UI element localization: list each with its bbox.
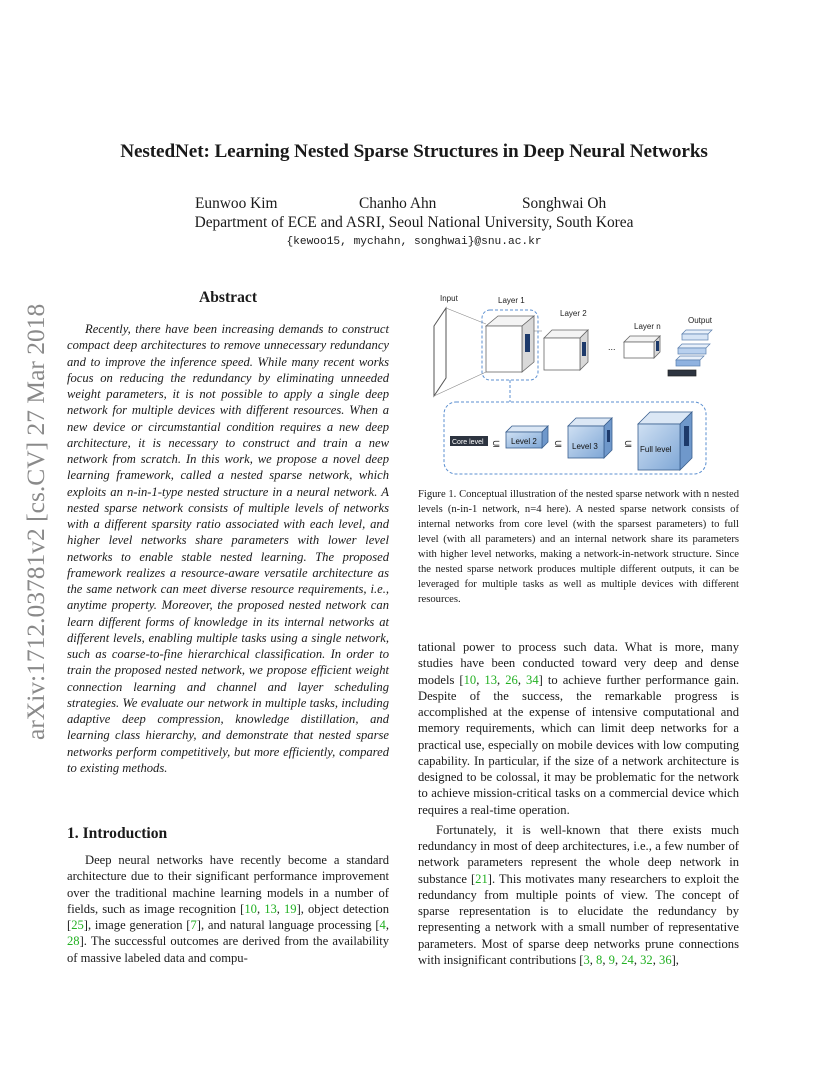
- affiliation: Department of ECE and ASRI, Seoul National University, South Korea: [194, 214, 634, 231]
- output-stack: [668, 330, 712, 376]
- layer2-label: Layer 2: [560, 309, 587, 318]
- citation-link[interactable]: 24: [621, 952, 634, 967]
- figure-caption: Figure 1. Conceptual illustration of the nested sparse network with n nested levels (n-in-1 network, n=4 here). A nested sparse network consists of internal networks from core level (with the sparsest parameters) to full level (with all parameters) and an internal network share its parameters with higher level networks, making a network-in-network structure. Since the nested sparse network produces multiple different outputs, it can be leveraged for multiple tasks as well as multiple devices with different resources.: [418, 489, 739, 605]
- citation-link[interactable]: 21: [475, 871, 488, 886]
- author-emails: {kewoo15, mychahn, songhwai}@snu.ac.kr: [286, 236, 542, 248]
- citation-link[interactable]: 10: [463, 672, 477, 687]
- citation-link[interactable]: 28: [67, 934, 80, 949]
- abstract-text: Recently, there have been increasing demands to construct compact deep architectures to remove unnecessary redundancy and to improve the inference speed. While many recent works focus on reducing the redundancy by eliminating unneeded weight parameters, it is not possible to apply a single deep network for multiple devices with different resources. When a new device or circumstantial condition requires a new deep architecture, it is necessary to construct and train a new network from scratch. In this work, we propose a novel deep learning framework, called a nested sparse network, which exploits an n-in-1-type nested structure in a neural network. A nested sparse network consists of multiple levels of networks with a different sparsity ratio associated with each level, and higher level networks share parameters with lower level networks to enable stable nested learning. The proposed framework realizes a resource-aware versatile architecture as the same network can meet diverse resource requirements, i.e., anytime property. Moreover, the proposed nested network can learn different forms of knowledge in its internal networks at different levels, enabling multiple tasks using a single network, such as coarse-to-fine hierarchical classification. In order to train the proposed nested network, we propose efficient weight connection learning and channel and layer scheduling strategies. We evaluate our network in multiple tasks, including adaptive deep compression, knowledge distillation, and learning class hierarchy, and demonstrate that nested sparse networks perform competitively, but more efficiently, compared to existing methods.: [67, 322, 389, 775]
- layer1-cube: [486, 316, 534, 372]
- citation-link[interactable]: 34: [526, 672, 539, 687]
- layern-cube: [624, 336, 660, 358]
- body-text: ], object detection [: [67, 901, 390, 932]
- level3-label: Level 3: [572, 442, 598, 451]
- citation-link[interactable]: 3: [583, 952, 590, 967]
- citation-link[interactable]: 4: [379, 918, 386, 932]
- citation-link[interactable]: 10: [244, 901, 257, 916]
- author-name: Songhwai Oh: [522, 195, 607, 212]
- body-paragraph: tational power to process such data. What is more, many studies have been conducted toward very deep and dense models [10, 13, 26, 34] to achieve further performance gain. Despite of the success, the remarkable progress is accomplished at the expense of intensive computational and memory requirements, which can limit deep networks for a practical use, especially on mobile devices with low computing capability. In particular, if the size of a network architecture is designed to be colossal, it may be problematic for the network to achieve mission-critical tasks on a commercial device which requires a real-time operation.: [418, 640, 740, 817]
- body-text: Deep neural networks have recently become a standard architecture due to their significant performance improvement over the traditional machine learning models in a number of fields, such as image recognition [: [67, 853, 389, 916]
- citation-link[interactable]: 13: [484, 672, 498, 687]
- citation-link[interactable]: 19: [284, 901, 297, 916]
- output-label: Output: [688, 316, 713, 325]
- body-text: ]. This motivates many researchers to exploit the redundancy from multiple points of view. The concept of sparse representation is to elucidate the redundancy by representing a network with a small number of representative parameters. Most of sparse deep networks prune connections with insignificant contributions [: [418, 871, 739, 967]
- citation-link[interactable]: 26: [505, 672, 518, 687]
- citation-link[interactable]: 25: [71, 918, 84, 932]
- citation-link[interactable]: 9: [608, 952, 615, 967]
- full-level-label: Full level: [640, 445, 672, 454]
- citation-link[interactable]: 8: [596, 952, 603, 967]
- citation-link[interactable]: 36: [659, 952, 672, 967]
- citation-link[interactable]: 7: [190, 918, 197, 932]
- body-text: ], image generation [: [83, 918, 191, 932]
- full-level-block: [638, 412, 692, 470]
- input-label: Input: [440, 294, 458, 303]
- citation-link[interactable]: 32: [640, 952, 653, 967]
- layer2-cube: [544, 330, 588, 370]
- body-text: ],: [671, 952, 679, 967]
- layer1-label: Layer 1: [498, 296, 525, 305]
- ellipsis-label: ...: [608, 342, 616, 352]
- abstract-heading: Abstract: [198, 289, 258, 306]
- introduction-paragraph: Deep neural networks have recently become a standard architecture due to their significant performance improvement over the traditional machine learning models in a number of fields, such as image recognition [10, 13, 19], object detection [25], image generation [7], and natural language processing [4, 28]. The successful outcomes are derived from the availability of massive labeled data and compu-: [67, 853, 390, 965]
- author-name: Chanho Ahn: [359, 195, 437, 212]
- body-paragraph: Fortunately, it is well-known that there exists much redundancy in most of deep architectures, i.e., a few number of network parameters represent the whole deep network in substance [21]. This motivates many researchers to exploit the redundancy from multiple points of view. The concept of sparse representation is to elucidate the redundancy by representing a network with a small number of representative parameters. Most of sparse deep networks prune connections with insignificant contributions [3, 8, 9, 24, 32, 36],: [418, 822, 739, 967]
- subset-symbol: ⊆: [624, 439, 633, 450]
- body-text: tational power to process such data. What is more, many studies have been conducted toward very deep and dense models [: [418, 640, 739, 687]
- nested-network-figure: [428, 286, 728, 476]
- arxiv-sidebar-stamp: arXiv:1712.03781v2 [cs.CV] 27 Mar 2018: [21, 303, 50, 740]
- body-text: ]. The successful outcomes are derived from the availability of massive labeled data and compu-: [67, 934, 389, 965]
- subset-symbol: ⊆: [554, 439, 563, 450]
- body-text: ] to achieve further performance gain. Despite of the success, the remarkable progress is accomplished at the expense of intensive computational and memory requirements, which can limit deep networks for a practical use, especially on mobile devices with low computing capability. In particular, if the size of a network architecture is designed to be colossal, it may be problematic for the network to achieve mission-critical tasks on a commercial device which requires a real-time operation.: [418, 672, 740, 817]
- right-column-text: [418, 639, 739, 968]
- paper-title: NestedNet: Learning Nested Sparse Structures in Deep Neural Networks: [120, 141, 708, 162]
- introduction-heading: 1. Introduction: [67, 825, 168, 842]
- body-text: ], and natural language processing [: [196, 918, 380, 932]
- level2-label: Level 2: [511, 437, 537, 446]
- core-level-label: Core level: [452, 439, 484, 446]
- citation-link[interactable]: 13: [264, 901, 277, 916]
- author-name: Eunwoo Kim: [195, 195, 278, 212]
- subset-symbol: ⊆: [492, 439, 501, 450]
- body-text: Fortunately, it is well-known that there exists much redundancy in most of deep architectures, i.e., a few number of network parameters represent the whole deep network in substance [: [418, 822, 739, 886]
- layern-label: Layer n: [634, 322, 661, 331]
- level3-block: [568, 418, 612, 458]
